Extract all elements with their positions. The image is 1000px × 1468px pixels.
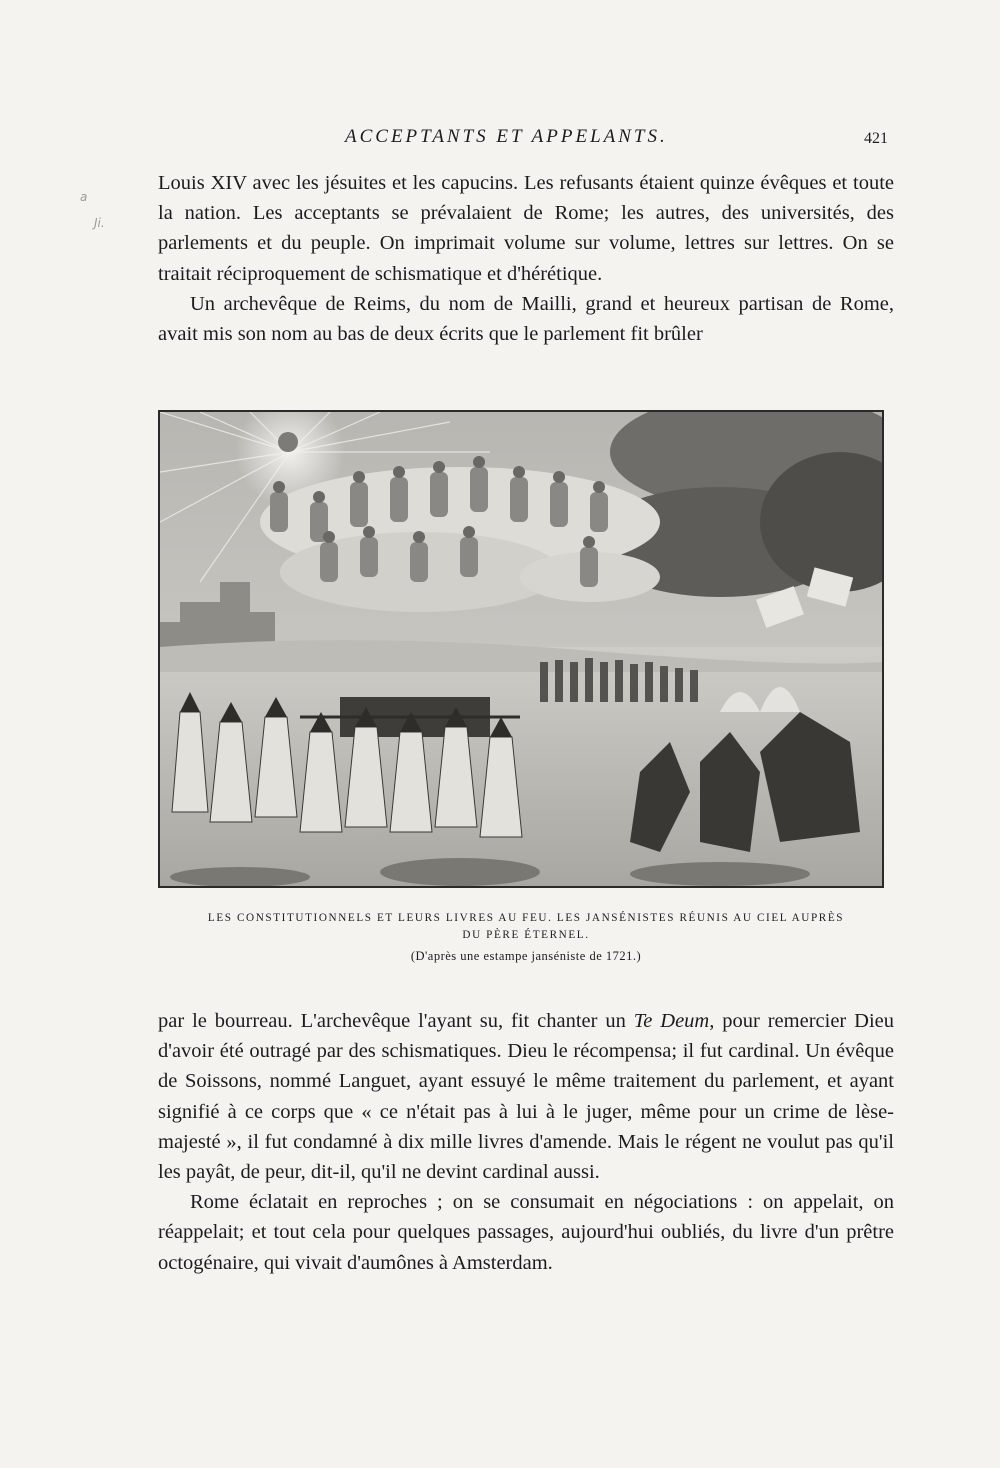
engraving-figure — [158, 410, 884, 888]
margin-note-2: Ji. — [94, 216, 105, 230]
running-head — [0, 122, 1000, 152]
paragraph: Rome éclatait en reproches ; on se consumait en négociations : on appelait, on réappelait; et tout cela pour quelques passages, aujourd'hui oubliés, du livre d'un prêtre octogénaire, qui vivait d'aumônes à Amsterdam. — [158, 1191, 894, 1274]
paragraph: Louis XIV avec les jésuites et les capucins. Les refusants étaient quinze évêques et toute la nation. Les acceptants se prévalaient de Rome; les autres, des universités, des parlements et du peuple. On imprimait volume sur volume, lettres sur lettres. On se traitait réciproquement de schismatique et d'hérétique. — [158, 172, 894, 285]
text-block-bottom — [158, 1006, 894, 1278]
caption-source: (D'après une estampe janséniste de 1721.) — [410, 949, 642, 963]
page-number: 421 — [864, 130, 888, 147]
paragraph — [158, 1006, 894, 1187]
caption-line-2: DU PÈRE ÉTERNEL. — [462, 929, 590, 941]
margin-note-1: a — [80, 190, 88, 204]
paragraph-text: par le bourreau. L'archevêque l'ayant su, fit chanter un — [158, 1010, 634, 1032]
italic-phrase: Te Deum, — [633, 1010, 715, 1032]
figure-caption — [158, 910, 894, 964]
running-title: ACCEPTANTS ET APPELANTS. — [345, 126, 668, 147]
paragraph-text: pour remercier Dieu d'avoir été outragé par des schismatiques. Dieu le récompensa; il fut cardinal. Un évêque de Soissons, nommé Languet, ayant essuyé le même traitement du parlement, et ayant signifié à ce corps que « ce n'était pas à lui à le juger, même pour un crime de lèse-majesté », il fut condamné à dix mille livres d'amende. Mais le régent ne voulut pas qu'il les payât, de peur, dit-il, qu'il ne devint cardinal aussi. — [158, 1010, 894, 1184]
engraving-procession-icon — [160, 412, 882, 886]
text-block-top — [158, 168, 894, 349]
paragraph: Un archevêque de Reims, du nom de Mailli, grand et heureux partisan de Rome, avait mis son nom au bas de deux écrits que le parlement fit brûler — [158, 292, 894, 346]
caption-line-1: LES CONSTITUTIONNELS ET LEURS LIVRES AU FEU. LES JANSÉNISTES RÉUNIS AU CIEL AUPRÈS — [207, 912, 845, 924]
